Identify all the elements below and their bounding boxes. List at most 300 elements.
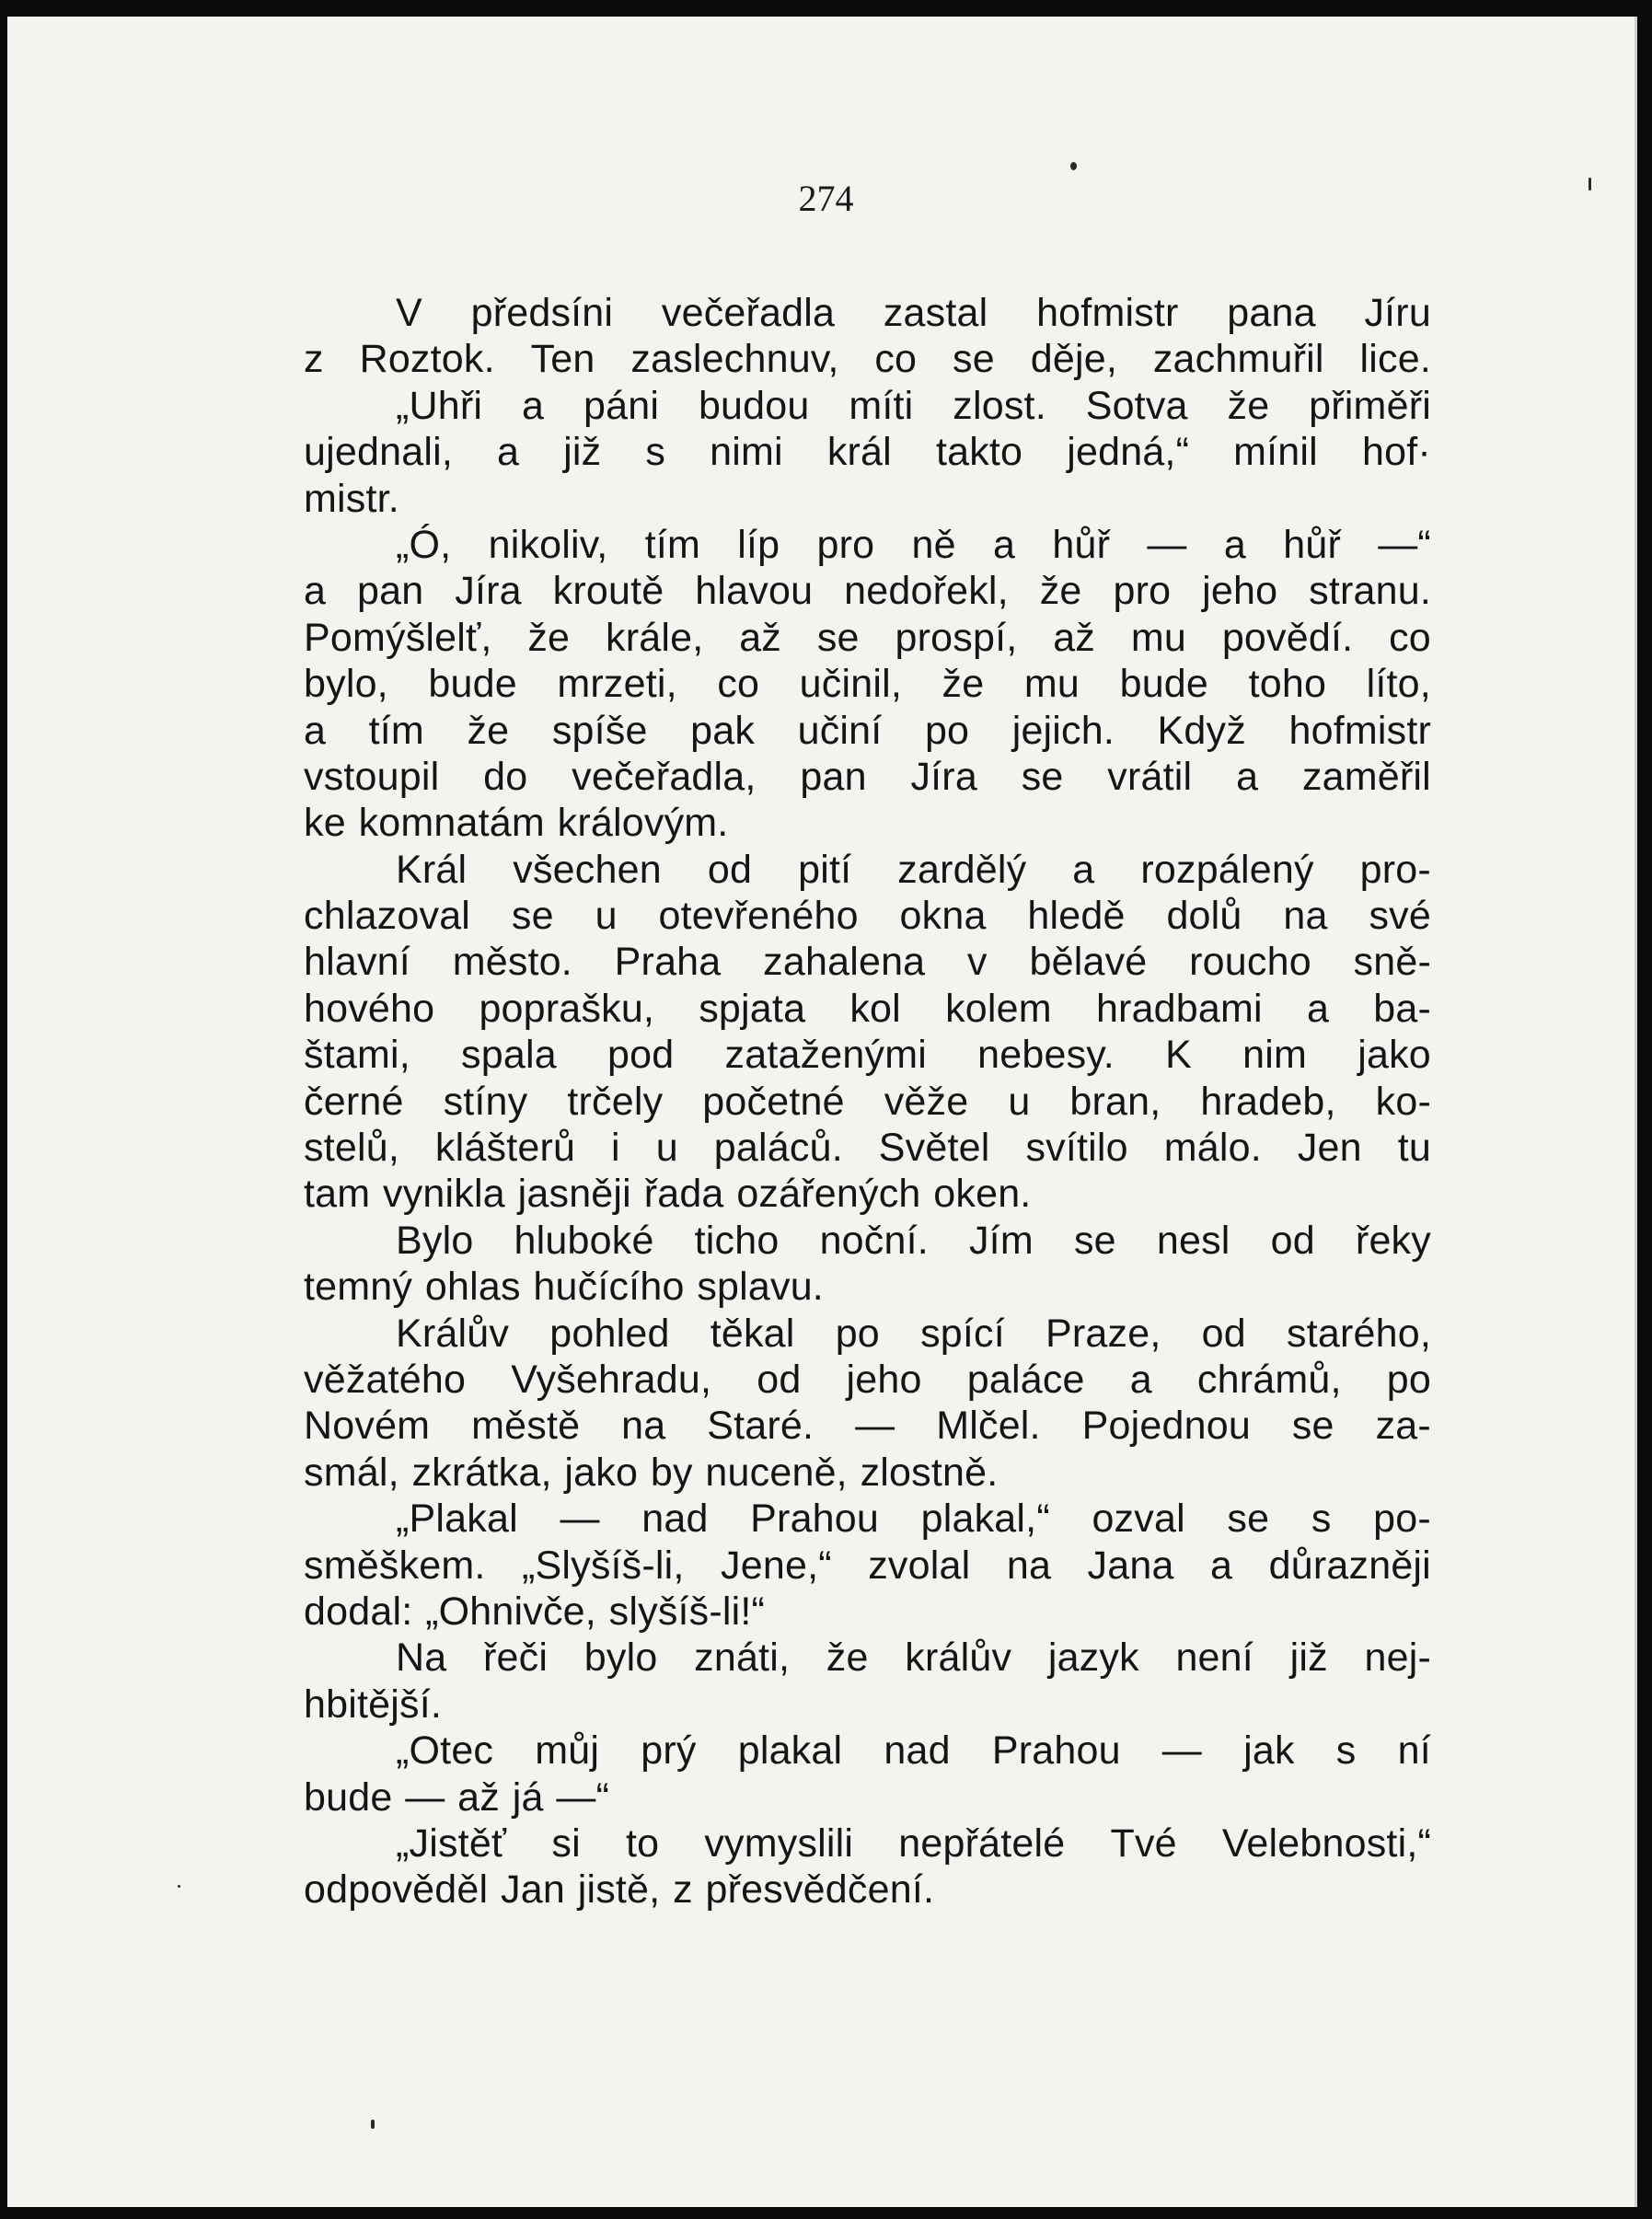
word: toho xyxy=(1248,662,1327,707)
word: se xyxy=(1291,1404,1334,1449)
word: míti xyxy=(849,383,914,428)
word: královým. xyxy=(557,801,729,846)
word: a xyxy=(1129,1357,1152,1402)
text-line xyxy=(304,1543,1431,1589)
word: rozpálený xyxy=(1140,847,1314,892)
print-speck xyxy=(1070,162,1077,170)
word: král xyxy=(826,430,892,475)
word: bělavé xyxy=(1029,940,1148,985)
word: pana xyxy=(1227,291,1316,335)
word: líto, xyxy=(1366,662,1431,707)
word: v xyxy=(967,940,988,985)
word: málo. xyxy=(1163,1126,1262,1171)
text-line xyxy=(304,1218,1431,1264)
word: večeřadla, xyxy=(572,754,757,799)
text-line xyxy=(304,1728,1431,1774)
word: městě xyxy=(471,1404,581,1449)
word: bude xyxy=(1119,662,1209,707)
word: mu xyxy=(1023,662,1080,707)
page-number: 274 xyxy=(798,178,854,219)
word: Mlčel. xyxy=(936,1404,1041,1449)
word: u xyxy=(655,1126,678,1171)
word: prý xyxy=(641,1728,697,1774)
word: zaměřil xyxy=(1301,754,1431,799)
word: po xyxy=(835,1311,880,1356)
word: až xyxy=(1053,615,1096,660)
word: pro xyxy=(1113,569,1172,614)
word: a xyxy=(993,522,1016,567)
word: zardělý xyxy=(897,847,1027,892)
word: okna xyxy=(899,894,987,939)
word: hradbami xyxy=(1095,986,1263,1031)
word: hofmistr xyxy=(1288,708,1431,753)
word: líp xyxy=(737,522,780,567)
word: kol xyxy=(849,986,901,1031)
word: „Uhři xyxy=(396,383,483,428)
word: tím xyxy=(368,708,424,753)
word: vynikla xyxy=(383,1172,505,1217)
word: sně- xyxy=(1353,940,1431,985)
word: paláce xyxy=(966,1357,1085,1402)
word: hůř xyxy=(1052,522,1111,567)
word: Prahou xyxy=(750,1497,880,1542)
word: bude xyxy=(428,662,517,707)
word: Tvé xyxy=(1110,1820,1177,1866)
text-line xyxy=(304,1589,1431,1635)
word: spjata xyxy=(699,986,806,1031)
text-line xyxy=(304,1867,1431,1913)
word: hbitější. xyxy=(304,1682,442,1727)
text-line xyxy=(304,1496,1431,1542)
word: své xyxy=(1369,894,1431,939)
text-line xyxy=(304,661,1431,707)
text-line xyxy=(304,893,1431,939)
text-line xyxy=(304,939,1431,985)
word: nikoliv, xyxy=(488,522,608,567)
word: —“ xyxy=(556,1774,610,1820)
word: pod xyxy=(607,1033,675,1078)
word: ohlas xyxy=(424,1265,521,1310)
word: páni xyxy=(583,383,660,428)
word: štami, xyxy=(304,1033,410,1078)
word: Král xyxy=(396,847,468,892)
word: Velebnosti,“ xyxy=(1221,1820,1431,1866)
word: všechen xyxy=(513,847,662,892)
word: jeho xyxy=(846,1357,922,1402)
word: hového xyxy=(304,986,435,1031)
word: králův xyxy=(905,1635,1012,1681)
word: od xyxy=(1201,1311,1246,1356)
word: trčely xyxy=(567,1079,664,1124)
word: Praze, xyxy=(1045,1311,1161,1356)
word: po xyxy=(1386,1357,1431,1402)
word: — xyxy=(1161,1728,1202,1774)
word: zataženými xyxy=(724,1033,927,1078)
word: těkal xyxy=(710,1311,795,1356)
word: ticho xyxy=(694,1218,780,1263)
word: smál, xyxy=(304,1450,399,1495)
word: bude xyxy=(304,1774,393,1820)
word: Praha xyxy=(614,940,722,985)
word: hledě xyxy=(1027,894,1126,939)
word: nebesy. xyxy=(977,1033,1115,1078)
word: není xyxy=(1175,1635,1253,1681)
word: nad xyxy=(641,1497,709,1542)
word: bylo xyxy=(583,1635,658,1681)
text-line xyxy=(304,1450,1431,1496)
word: Staré. xyxy=(707,1404,814,1449)
word: stelů, xyxy=(304,1126,399,1171)
word: co xyxy=(717,662,760,707)
word: můj xyxy=(535,1728,600,1774)
word: Novém xyxy=(304,1404,431,1449)
word: hof· xyxy=(1361,430,1431,475)
word: plakal,“ xyxy=(920,1497,1050,1542)
word: směškem. xyxy=(304,1543,486,1588)
word: „Ó, xyxy=(396,522,452,567)
word: že xyxy=(467,708,510,753)
word: jako xyxy=(1357,1033,1431,1078)
text-line xyxy=(304,1774,1431,1820)
text-line xyxy=(304,1125,1431,1171)
word: že xyxy=(1227,383,1270,428)
word: ujednali, xyxy=(304,430,453,475)
text-line xyxy=(304,986,1431,1032)
word: tam xyxy=(304,1172,371,1217)
word: Pomýšlelť, xyxy=(304,615,492,660)
word: až xyxy=(457,1774,500,1820)
word: hofmistr xyxy=(1036,291,1179,335)
word: od xyxy=(757,1357,802,1402)
word: mistr. xyxy=(304,476,399,521)
word: i xyxy=(611,1126,620,1171)
word: by xyxy=(650,1450,693,1495)
word: Ten xyxy=(530,337,595,382)
word: oken. xyxy=(933,1172,1032,1217)
text-line xyxy=(304,429,1431,475)
word: řeči xyxy=(483,1635,549,1681)
word: Jíru xyxy=(1364,291,1431,335)
word: hluboké xyxy=(514,1218,654,1263)
word: —“ xyxy=(1378,522,1431,567)
word: z xyxy=(304,337,324,382)
word: paláců. xyxy=(713,1126,843,1171)
word: Králův xyxy=(396,1311,510,1356)
word: do xyxy=(483,754,528,799)
word: ke xyxy=(304,801,346,846)
word: pro- xyxy=(1359,847,1431,892)
word: Sotva xyxy=(1085,383,1188,428)
word: roucho xyxy=(1189,940,1311,985)
text-line xyxy=(304,847,1431,893)
word: a xyxy=(304,569,327,614)
word: s xyxy=(645,430,666,475)
word: Bylo xyxy=(396,1218,474,1263)
word: Jíra xyxy=(910,754,977,799)
word: prospí, xyxy=(895,615,1018,660)
word: nej- xyxy=(1364,1635,1431,1681)
word: a xyxy=(1236,754,1259,799)
word: — xyxy=(405,1774,445,1820)
word: nesl xyxy=(1156,1218,1230,1263)
word: vymyslili xyxy=(704,1820,854,1866)
word: „Plakal xyxy=(396,1497,518,1542)
word: zkrátka, xyxy=(411,1450,552,1495)
text-line xyxy=(304,1820,1431,1867)
word: nuceně, xyxy=(705,1450,848,1495)
text-line xyxy=(304,476,1431,522)
word: — xyxy=(855,1404,895,1449)
text-line xyxy=(304,615,1431,661)
word: jako xyxy=(564,1450,639,1495)
text-line xyxy=(304,568,1431,614)
word: a xyxy=(1072,847,1095,892)
word: nad xyxy=(884,1728,951,1774)
word: za- xyxy=(1375,1404,1431,1449)
word: Světel xyxy=(878,1126,990,1171)
print-speck xyxy=(371,2120,375,2129)
text-line xyxy=(304,708,1431,754)
word: pan xyxy=(800,754,867,799)
word: „Ohnivče, xyxy=(425,1589,596,1634)
word: chlazoval xyxy=(304,894,471,939)
text-line xyxy=(304,1079,1431,1125)
word: dodal: xyxy=(304,1589,413,1634)
word: předsíni xyxy=(470,291,614,335)
word: se xyxy=(1021,754,1064,799)
word: učinil, xyxy=(799,662,903,707)
word: ní xyxy=(1397,1728,1431,1774)
word: zachmuřil xyxy=(1152,337,1324,382)
word: od xyxy=(1270,1218,1315,1263)
word: zlost. xyxy=(953,383,1046,428)
word: pak xyxy=(690,708,756,753)
word: otevřeného xyxy=(658,894,859,939)
word: Jan xyxy=(501,1867,565,1913)
word: „Slyšíš-li, xyxy=(521,1543,685,1588)
word: povědí. xyxy=(1221,615,1354,660)
word: hradeb, xyxy=(1200,1079,1336,1124)
word: děje, xyxy=(1030,337,1117,382)
word: důrazněji xyxy=(1268,1543,1431,1588)
word: ně xyxy=(911,522,956,567)
text-line xyxy=(304,1264,1431,1310)
word: ozářených xyxy=(736,1172,921,1217)
word: K xyxy=(1165,1033,1193,1078)
word: lice. xyxy=(1359,337,1431,382)
word: budou xyxy=(698,383,810,428)
word: se xyxy=(511,894,554,939)
word: odpověděl xyxy=(304,1867,489,1913)
word: že xyxy=(942,662,985,707)
word: již xyxy=(1289,1635,1328,1681)
word: černé xyxy=(304,1079,404,1124)
word: se xyxy=(1227,1497,1270,1542)
word: plakal xyxy=(737,1728,843,1774)
word: se xyxy=(816,615,860,660)
word: a xyxy=(1223,522,1246,567)
text-line xyxy=(304,754,1431,800)
word: vrátil xyxy=(1107,754,1193,799)
word: z xyxy=(673,1867,693,1913)
word: jazyk xyxy=(1047,1635,1139,1681)
word: ko- xyxy=(1375,1079,1431,1124)
word: stíny xyxy=(443,1079,528,1124)
word: bran, xyxy=(1069,1079,1161,1124)
word: chrámů, xyxy=(1196,1357,1342,1402)
word: vstoupil xyxy=(304,754,440,799)
word: na xyxy=(621,1404,666,1449)
word: spíše xyxy=(551,708,648,753)
word: se xyxy=(1073,1218,1116,1263)
word: nimi xyxy=(710,430,783,475)
word: již xyxy=(563,430,602,475)
word: spala xyxy=(461,1033,557,1078)
word: spící xyxy=(920,1311,1005,1356)
word: Vyšehradu, xyxy=(511,1357,712,1402)
word: pro xyxy=(816,522,875,567)
word: po xyxy=(924,708,970,753)
word: dolů xyxy=(1166,894,1242,939)
word: zaslechnuv, xyxy=(630,337,839,382)
word: a xyxy=(497,430,520,475)
word: jejich. xyxy=(1011,708,1115,753)
word: s xyxy=(1311,1497,1332,1542)
word: od xyxy=(707,847,753,892)
word: Jen xyxy=(1297,1126,1362,1171)
word: a xyxy=(304,708,327,753)
word: — xyxy=(1147,522,1187,567)
word: zahalena xyxy=(763,940,926,985)
word: věže xyxy=(884,1079,969,1124)
word: hučícího xyxy=(533,1265,685,1310)
word: jak xyxy=(1243,1728,1295,1774)
text-line xyxy=(304,800,1431,846)
word: Jíra xyxy=(455,569,522,614)
word: že xyxy=(1039,569,1082,614)
word: „Otec xyxy=(396,1728,494,1774)
word: řada xyxy=(643,1172,724,1217)
text-line xyxy=(304,1403,1431,1449)
word: krále, xyxy=(606,615,704,660)
text-line xyxy=(304,1171,1431,1217)
word: kolem xyxy=(945,986,1052,1031)
word: že xyxy=(527,615,571,660)
word: nepřátelé xyxy=(898,1820,1066,1866)
word: Roztok. xyxy=(359,337,495,382)
text-line xyxy=(304,383,1431,429)
word: a xyxy=(1306,986,1330,1031)
word: temný xyxy=(304,1265,413,1310)
word: na xyxy=(1283,894,1328,939)
word: slyšíš-li!“ xyxy=(608,1589,766,1634)
word: mínil xyxy=(1233,430,1318,475)
word: Jene,“ xyxy=(721,1543,832,1588)
word: a xyxy=(522,383,545,428)
text-line xyxy=(304,290,1431,336)
word: pan xyxy=(357,569,424,614)
word: ba- xyxy=(1373,986,1431,1031)
word: nim xyxy=(1242,1033,1308,1078)
word: pohled xyxy=(549,1311,670,1356)
word: tím xyxy=(644,522,701,567)
word: až xyxy=(739,615,782,660)
word: noční. xyxy=(819,1218,929,1263)
text-line xyxy=(304,1635,1431,1681)
word: hlavní xyxy=(304,940,410,985)
word: u xyxy=(595,894,618,939)
word: věžatého xyxy=(304,1357,467,1402)
word: znáti, xyxy=(694,1635,791,1681)
word: hůř xyxy=(1283,522,1341,567)
text-line xyxy=(304,336,1431,382)
word: přesvědčení. xyxy=(705,1867,935,1913)
word: na xyxy=(1006,1543,1052,1588)
word: Pojednou xyxy=(1081,1404,1251,1449)
word: bylo, xyxy=(304,662,388,707)
word: město. xyxy=(452,940,572,985)
word: splavu. xyxy=(697,1265,824,1310)
word: a xyxy=(1210,1543,1233,1588)
word: že xyxy=(826,1635,869,1681)
word: jasněji xyxy=(517,1172,631,1217)
word: poprašku, xyxy=(479,986,655,1031)
word: s xyxy=(1335,1728,1357,1774)
word: já xyxy=(512,1774,544,1820)
word: pití xyxy=(798,847,852,892)
word: se xyxy=(953,337,995,382)
word: — xyxy=(560,1497,600,1542)
print-speck xyxy=(178,1885,180,1888)
word: co xyxy=(1389,615,1431,660)
word: večeřadla xyxy=(661,291,836,335)
word: hlavou xyxy=(695,569,814,614)
word: řeky xyxy=(1355,1218,1431,1263)
word: co xyxy=(874,337,918,382)
word: Když xyxy=(1157,708,1246,753)
word: klášterů xyxy=(434,1126,576,1171)
word: takto xyxy=(935,430,1023,475)
word: to xyxy=(625,1820,660,1866)
word: ozval xyxy=(1092,1497,1185,1542)
word: Jana xyxy=(1087,1543,1174,1588)
word: kroutě xyxy=(552,569,664,614)
text-line xyxy=(304,522,1431,568)
word: u xyxy=(1008,1079,1031,1124)
word: početné xyxy=(702,1079,845,1124)
word: „Jistěť xyxy=(396,1820,507,1866)
text-line xyxy=(304,1682,1431,1728)
text-line xyxy=(304,1357,1431,1403)
word: jeho xyxy=(1202,569,1278,614)
body-text xyxy=(304,290,1431,1913)
word: zvolal xyxy=(868,1543,971,1588)
word: jedná,“ xyxy=(1067,430,1190,475)
text-line xyxy=(304,1311,1431,1357)
word: přiměři xyxy=(1309,383,1431,428)
word: učiní xyxy=(797,708,883,753)
word: zastal xyxy=(883,291,988,335)
word: Na xyxy=(396,1635,447,1681)
word: komnatám xyxy=(358,801,545,846)
word: tu xyxy=(1397,1126,1431,1171)
word: nedořekl, xyxy=(844,569,1009,614)
word: Prahou xyxy=(991,1728,1121,1774)
word: po- xyxy=(1373,1497,1431,1542)
word: si xyxy=(551,1820,581,1866)
word: zlostně. xyxy=(860,1450,999,1495)
word: starého, xyxy=(1287,1311,1431,1356)
